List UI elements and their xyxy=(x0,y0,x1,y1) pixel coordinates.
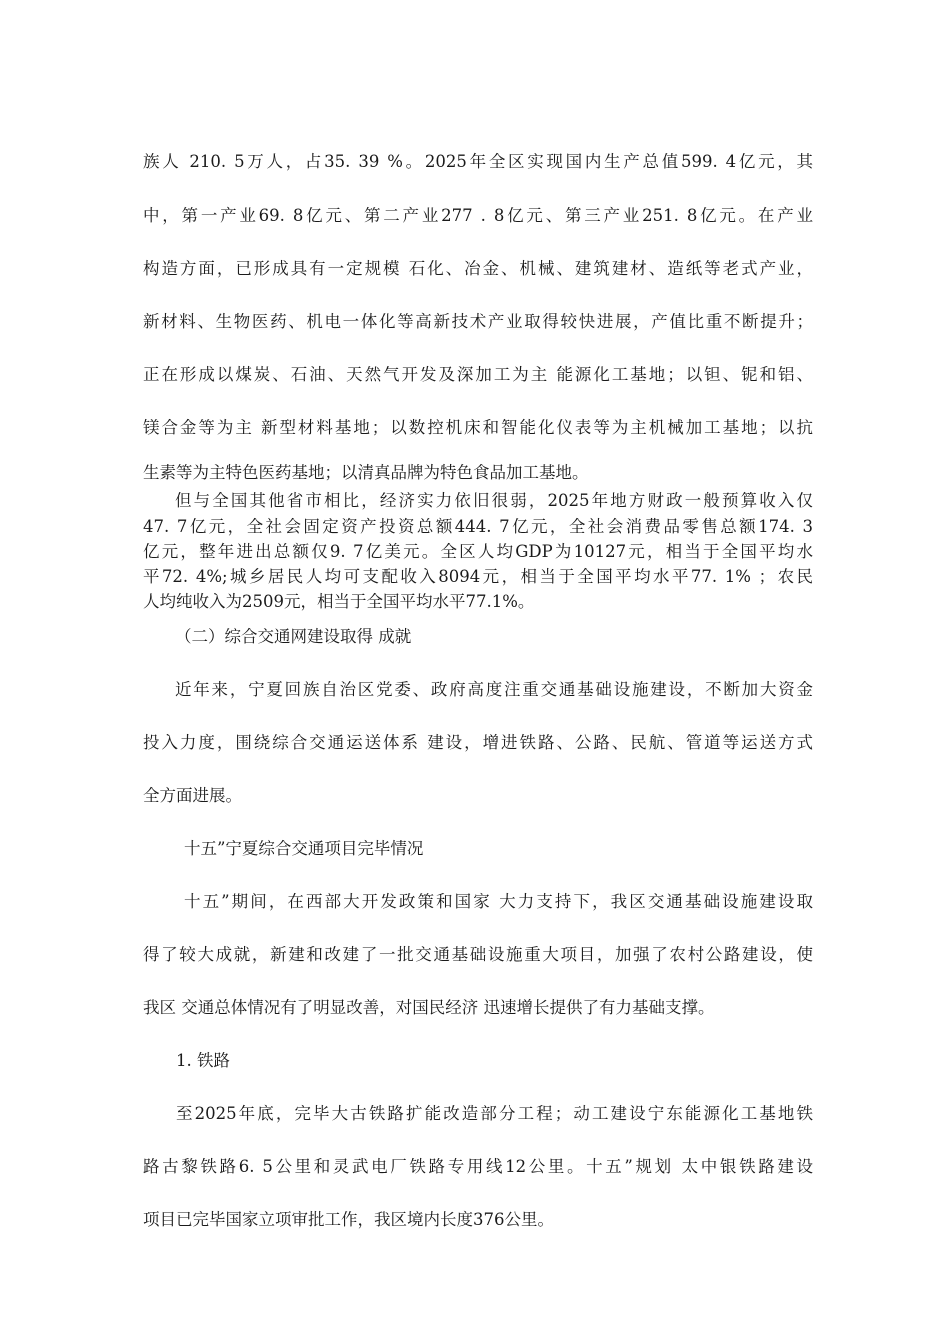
paragraph-line: 新材料、生物医药、机电一体化等高新技术产业取得较快进展，产值比重不断提升； xyxy=(143,312,813,331)
paragraph-line: 十五”期间，在西部大开发政策和国家 大力支持下，我区交通基础设施建设取 xyxy=(184,892,813,911)
paragraph-line: 路古黎铁路6. 5公里和灵武电厂铁路专用线12公里。十五”规划 太中银铁路建设 xyxy=(143,1157,813,1176)
paragraph-line: 近年来，宁夏回族自治区党委、政府高度注重交通基础设施建设，不断加大资金 xyxy=(175,680,813,699)
paragraph-line: 人均纯收入为2509元，相当于全国平均水平77.1%。 xyxy=(143,592,535,611)
paragraph-line: 构造方面，已形成具有一定规模 石化、冶金、机械、建筑建材、造纸等老式产业， xyxy=(143,259,813,278)
paragraph-line: 至2025年底，完毕大古铁路扩能改造部分工程；动工建设宁东能源化工基地铁 xyxy=(176,1104,813,1123)
section-heading: （二）综合交通网建设取得 成就 xyxy=(175,627,412,646)
section-heading: 十五”宁夏综合交通项目完毕情况 xyxy=(184,839,424,858)
paragraph-line: 生素等为主特色医药基地；以清真品牌为特色食品加工基地。 xyxy=(143,463,589,482)
paragraph-line: 47. 7亿元，全社会固定资产投资总额444. 7亿元，全社会消费品零售总额174. 3 xyxy=(143,517,813,536)
paragraph-line: 得了较大成就，新建和改建了一批交通基础设施重大项目，加强了农村公路建设，使 xyxy=(143,945,813,964)
paragraph-line: 族人 210. 5万人，占35. 39 %。2025年全区实现国内生产总值599. 4亿元，其 xyxy=(143,152,813,171)
paragraph-line: 投入力度，围绕综合交通运送体系 建设，增进铁路、公路、民航、管道等运送方式 xyxy=(143,733,813,752)
paragraph-line: 项目已完毕国家立项审批工作，我区境内长度376公里。 xyxy=(143,1210,554,1229)
paragraph-line: 我区 交通总体情况有了明显改善，对国民经济 迅速增长提供了有力基础支撑。 xyxy=(143,998,715,1017)
section-heading: 1. 铁路 xyxy=(176,1051,230,1070)
paragraph-line: 但与全国其他省市相比，经济实力依旧很弱，2025年地方财政一般预算收入仅 xyxy=(175,491,813,510)
paragraph-line: 全方面进展。 xyxy=(143,786,242,805)
paragraph-line: 亿元，整年进出总额仅9. 7亿美元。全区人均GDP为10127元，相当于全国平均水 xyxy=(143,542,813,561)
paragraph-line: 正在形成以煤炭、石油、天然气开发及深加工为主 能源化工基地；以钽、铌和铝、 xyxy=(143,365,813,384)
paragraph-line: 中，第一产业69. 8亿元、第二产业277 . 8亿元、第三产业251. 8亿元。在产业 xyxy=(143,206,813,225)
paragraph-line: 镁合金等为主 新型材料基地；以数控机床和智能化仪表等为主机械加工基地；以抗 xyxy=(143,418,813,437)
paragraph-line: 平72. 4%;城乡居民人均可支配收入8094元，相当于全国平均水平77. 1% ；农民 xyxy=(143,567,813,586)
